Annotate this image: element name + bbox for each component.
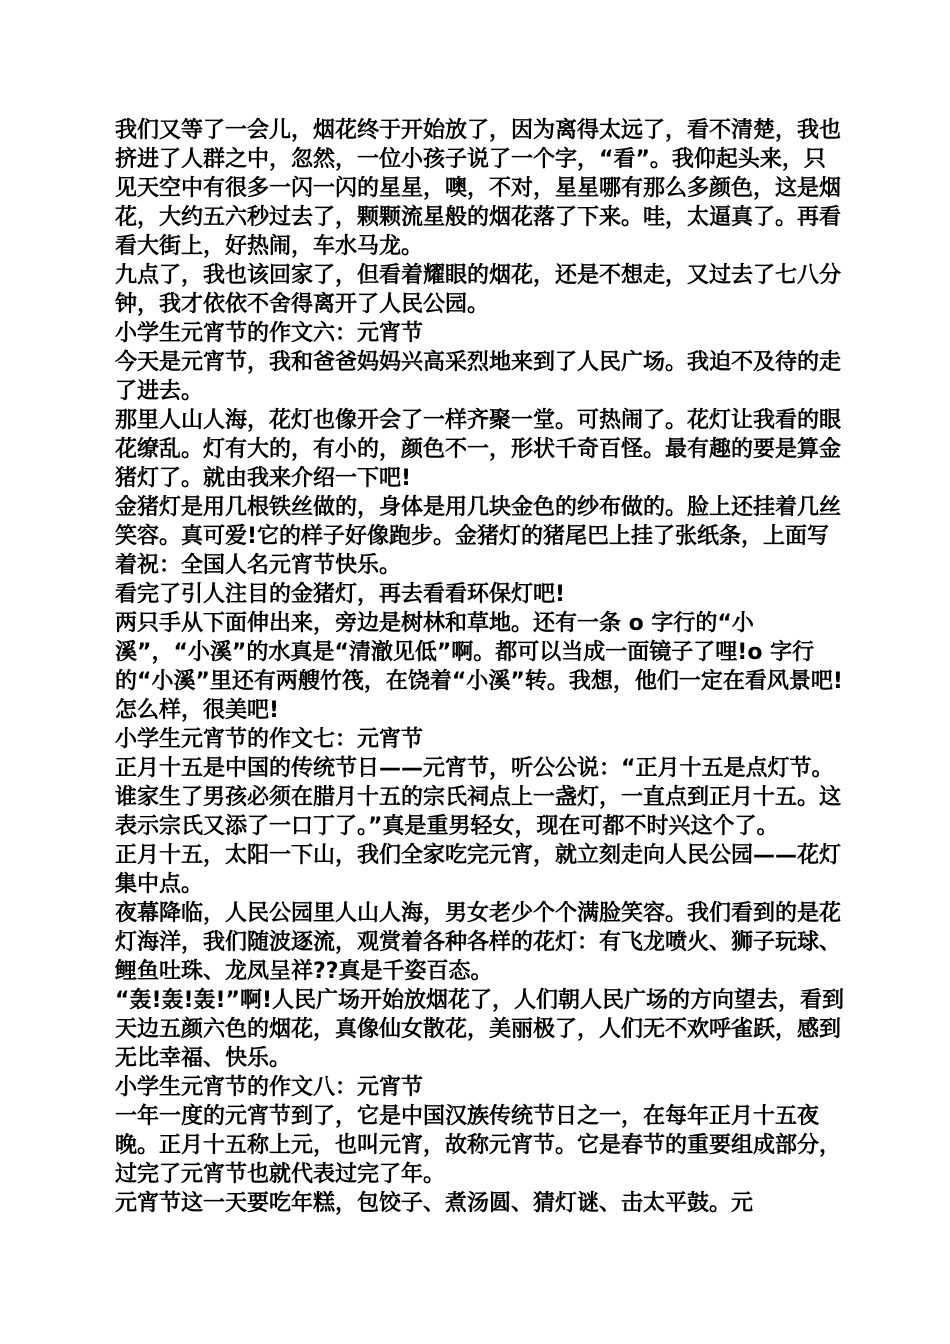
essay-heading-eight: 小学生元宵节的作文八：元宵节 — [115, 1075, 424, 1100]
paragraph-nightfall: 夜幕降临，人民公园里人山人海，男女老少个个满脸笑容。我们看到的是花灯海洋，我们随波逐流，观赏着各种各样的花灯：有飞龙喷火、狮子玩球、鲤鱼吐珠、龙凤呈祥??真是千姿百态。 — [115, 901, 842, 984]
paragraph-today-lantern: 今天是元宵节，我和爸爸妈妈兴高采烈地来到了人民广场。我迫不及待的走了进去。 — [115, 350, 842, 404]
document-page — [115, 116, 845, 1218]
paragraph-crowds: 那里人山人海，花灯也像开会了一样齐聚一堂。可热闹了。花灯让我看的眼花缭乱。灯有大的，有小的，颜色不一，形状千奇百怪。最有趣的要是算金猪灯了。就由我来介绍一下吧! — [115, 408, 842, 491]
paragraph-fireworks-wait: 我们又等了一会儿，烟花终于开始放了，因为离得太远了，看不清楚，我也挤进了人群之中，忽然，一位小孩子说了一个字，“看”。我仰起头来，只见天空中有很多一闪一闪的星星，噢，不对，星星哪有那么多颜色，这是烟花，大约五六秒过去了，颗颗流星般的烟花落了下来。哇，太逼真了。再看看大街上，好热闹，车水马龙。 — [115, 118, 842, 259]
paragraph-annual-festival: 一年一度的元宵节到了，它是中国汉族传统节日之一，在每年正月十五夜晚。正月十五称上元，也叫元宵，故称元宵节。它是春节的重要组成部分，过完了元宵节也就代表过完了年。 — [115, 1104, 842, 1187]
paragraph-sunset: 正月十五，太阳一下山，我们全家吃完元宵，就立刻走向人民公园——花灯集中点。 — [115, 843, 842, 897]
paragraph-how-beautiful: 怎么样，很美吧! — [115, 698, 280, 723]
paragraph-golden-pig: 金猪灯是用几根铁丝做的，身体是用几块金色的纱布做的。脸上还挂着几丝笑容。真可爱!它的样子好像跑步。金猪灯的猪尾巴上挂了张纸条，上面写着祝：全国人名元宵节快乐。 — [115, 495, 842, 578]
paragraph-boom: “轰!轰!轰!”啊!人民广场开始放烟花了，人们朝人民广场的方向望去，看到天边五颜六色的烟花，真像仙女散花，美丽极了，人们无不欢呼雀跃，感到无比幸福、快乐。 — [115, 988, 845, 1071]
paragraph-customs: 元宵节这一天要吃年糕，包饺子、煮汤圆、猜灯谜、击太平鼓。元 — [115, 1191, 754, 1216]
paragraph-nine-oclock: 九点了，我也该回家了，但看着耀眼的烟花，还是不想走，又过去了七八分钟，我才依依不舍得离开了人民公园。 — [115, 263, 842, 317]
essay-heading-seven: 小学生元宵节的作文七：元宵节 — [115, 727, 424, 752]
paragraph-eco-lantern: 看完了引人注目的金猪灯，再去看看环保灯吧! — [115, 582, 566, 607]
essay-heading-six: 小学生元宵节的作文六：元宵节 — [115, 321, 424, 346]
paragraph-two-hands: 两只手从下面伸出来，旁边是树林和草地。还有一条 o 字行的“小溪”，“小溪”的水真是“清澈见低”啊。都可以当成一面镜子了哩!o 字行的“小溪”里还有两艘竹筏，在饶着“小溪”转。我想，他们一定在看风景吧! — [115, 611, 843, 694]
paragraph-traditional-festival: 正月十五是中国的传统节日——元宵节，听公公说：“正月十五是点灯节。谁家生了男孩必须在腊月十五的宗氏祠点上一盏灯，一直点到正月十五。这表示宗氏又添了一口丁了。”真是重男轻女，现在可都不时兴这个了。 — [115, 756, 842, 839]
